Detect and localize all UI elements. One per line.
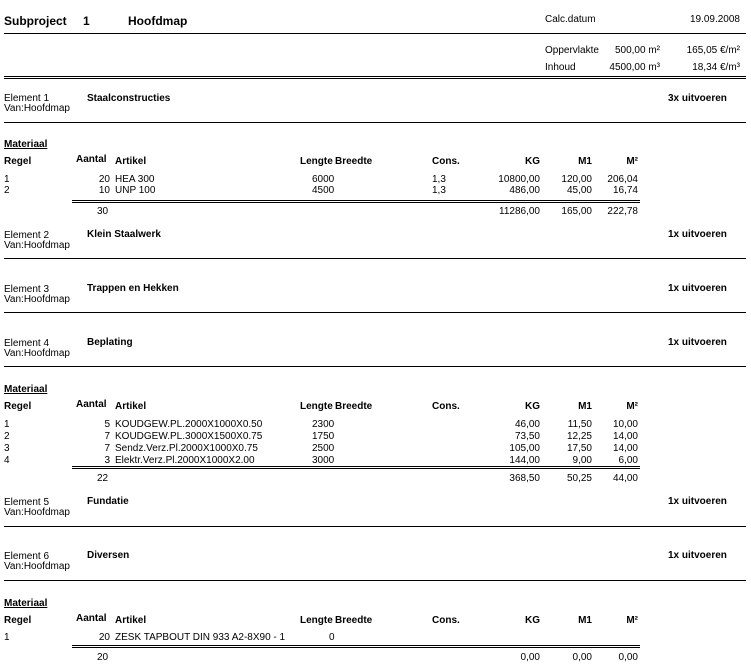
page-title: Hoofdmap	[128, 14, 188, 28]
cell-m1: 11,50	[567, 419, 592, 430]
cell-aantal: 3	[104, 455, 110, 466]
col-m1: M1	[578, 156, 592, 167]
total-aantal: 30	[97, 206, 109, 217]
total-divider	[72, 200, 640, 201]
cell-regel: 1	[4, 174, 10, 185]
materiaal-heading: Materiaal	[4, 139, 48, 150]
cell-lengte: 3000	[312, 455, 335, 466]
cell-lengte: 4500	[312, 185, 335, 196]
calc-date-value: 19.09.2008	[689, 14, 740, 25]
col-artikel: Artikel	[115, 615, 147, 626]
col-kg: KG	[525, 615, 540, 626]
element-execution: 1x uitvoeren	[668, 283, 727, 294]
cell-aantal: 10	[98, 185, 110, 196]
cell-m2: 14,00	[612, 431, 638, 442]
col-aantal: Aantal	[76, 154, 107, 165]
col-breedte: Breedte	[335, 401, 373, 412]
cell-m1: 17,50	[566, 443, 592, 454]
element-label: Element 4	[4, 338, 50, 349]
cell-regel: 4	[4, 455, 10, 466]
element-execution: 1x uitvoeren	[668, 550, 727, 561]
col-m2: M²	[626, 401, 638, 412]
col-m1: M1	[578, 401, 592, 412]
total-aantal: 22	[97, 473, 109, 484]
cell-artikel: UNP 100	[115, 185, 156, 196]
total-divider	[72, 466, 640, 467]
element-name: Fundatie	[87, 496, 129, 507]
element-origin: Van:Hoofdmap	[4, 103, 70, 114]
cell-regel: 2	[4, 431, 10, 442]
cell-m2: 16,74	[612, 185, 638, 196]
element-execution: 1x uitvoeren	[668, 496, 727, 507]
col-breedte: Breedte	[335, 156, 373, 167]
col-kg: KG	[525, 156, 540, 167]
element-divider	[4, 122, 746, 123]
total-divider	[72, 647, 640, 648]
col-breedte: Breedte	[335, 615, 373, 626]
total-aantal: 20	[97, 652, 109, 663]
header-divider	[4, 76, 746, 77]
header-divider	[4, 33, 746, 34]
element-execution: 3x uitvoeren	[668, 93, 727, 104]
cell-m1: 45,00	[566, 185, 592, 196]
col-cons: Cons.	[432, 615, 460, 626]
col-artikel: Artikel	[115, 156, 147, 167]
element-origin: Van:Hoofdmap	[4, 240, 70, 251]
col-regel: Regel	[4, 401, 32, 412]
cell-aantal: 20	[98, 174, 110, 185]
cell-kg: 144,00	[509, 455, 540, 466]
materiaal-heading: Materiaal	[4, 598, 48, 609]
subproject-label: Subproject	[4, 14, 67, 28]
total-m1: 0,00	[572, 652, 592, 663]
col-lengte: Lengte	[300, 401, 333, 412]
element-origin: Van:Hoofdmap	[4, 561, 70, 572]
area-value: 500,00 m²	[614, 45, 660, 56]
col-aantal: Aantal	[76, 399, 107, 410]
element-divider	[4, 580, 746, 581]
element-divider	[4, 366, 746, 367]
cell-artikel: ZESK TAPBOUT DIN 933 A2-8X90 - 1	[115, 632, 286, 643]
total-divider	[72, 468, 640, 469]
element-name: Beplating	[87, 337, 133, 348]
materiaal-heading: Materiaal	[4, 384, 48, 395]
cell-m1: 120,00	[561, 174, 592, 185]
volume-value: 4500,00 m³	[609, 62, 660, 73]
col-lengte: Lengte	[300, 156, 333, 167]
cell-regel: 1	[4, 632, 10, 643]
col-lengte: Lengte	[300, 615, 333, 626]
cell-kg: 105,00	[509, 443, 540, 454]
col-m2: M²	[626, 615, 638, 626]
col-artikel: Artikel	[115, 401, 147, 412]
cell-artikel: KOUDGEW.PL.3000X1500X0.75	[115, 431, 263, 442]
header-divider	[4, 78, 746, 79]
total-kg: 368,50	[509, 473, 540, 484]
cell-m2: 14,00	[612, 443, 638, 454]
cell-m1: 12,25	[566, 431, 592, 442]
cell-aantal: 5	[104, 419, 110, 430]
element-origin: Van:Hoofdmap	[4, 348, 70, 359]
cell-lengte: 0	[329, 632, 335, 643]
total-m1: 50,25	[566, 473, 592, 484]
col-cons: Cons.	[432, 156, 460, 167]
element-divider	[4, 526, 746, 527]
cell-kg: 73,50	[514, 431, 540, 442]
element-execution: 1x uitvoeren	[668, 229, 727, 240]
cell-m2: 6,00	[618, 455, 638, 466]
cell-lengte: 1750	[312, 431, 335, 442]
col-regel: Regel	[4, 156, 32, 167]
cell-lengte: 2500	[312, 443, 335, 454]
cell-cons: 1,3	[432, 174, 446, 185]
element-name: Trappen en Hekken	[87, 283, 179, 294]
element-name: Staalconstructies	[87, 93, 171, 104]
element-label: Element 3	[4, 284, 50, 295]
cell-kg: 10800,00	[498, 174, 540, 185]
total-m2: 0,00	[618, 652, 638, 663]
col-aantal: Aantal	[76, 613, 107, 624]
volume-price: 18,34 €/m³	[692, 62, 740, 73]
cell-kg: 46,00	[514, 419, 540, 430]
col-regel: Regel	[4, 615, 32, 626]
area-label: Oppervlakte	[545, 45, 599, 56]
cell-artikel: Sendz.Verz.Pl.2000X1000X0.75	[115, 443, 258, 454]
calc-date-label: Calc.datum	[545, 14, 596, 25]
cell-aantal: 7	[104, 431, 110, 442]
cell-m2: 206,04	[607, 174, 638, 185]
cell-lengte: 2300	[312, 419, 335, 430]
volume-label: Inhoud	[545, 62, 576, 73]
total-m2: 44,00	[612, 473, 638, 484]
cell-artikel: HEA 300	[115, 174, 155, 185]
cell-aantal: 7	[104, 443, 110, 454]
element-divider	[4, 258, 746, 259]
col-kg: KG	[525, 401, 540, 412]
col-m2: M²	[626, 156, 638, 167]
cell-regel: 3	[4, 443, 10, 454]
total-divider	[72, 202, 640, 203]
total-divider	[72, 645, 640, 646]
cell-artikel: KOUDGEW.PL.2000X1000X0.50	[115, 419, 263, 430]
cell-lengte: 6000	[312, 174, 335, 185]
element-origin: Van:Hoofdmap	[4, 294, 70, 305]
element-origin: Van:Hoofdmap	[4, 507, 70, 518]
element-label: Element 6	[4, 551, 50, 562]
cell-kg: 486,00	[509, 185, 540, 196]
element-name: Diversen	[87, 550, 130, 561]
element-name: Klein Staalwerk	[87, 229, 161, 240]
cell-aantal: 20	[98, 632, 110, 643]
element-label: Element 5	[4, 497, 50, 508]
cell-m2: 10,00	[612, 419, 638, 430]
total-m1: 165,00	[561, 206, 592, 217]
element-execution: 1x uitvoeren	[668, 337, 727, 348]
col-m1: M1	[578, 615, 592, 626]
cell-artikel: Elektr.Verz.Pl.2000X1000X2.00	[115, 455, 255, 466]
cell-regel: 1	[4, 419, 10, 430]
area-price: 165,05 €/m²	[686, 45, 740, 56]
subproject-number: 1	[83, 14, 90, 28]
element-label: Element 1	[4, 93, 50, 104]
element-divider	[4, 312, 746, 313]
element-label: Element 2	[4, 230, 50, 241]
total-kg: 11286,00	[499, 206, 540, 217]
col-cons: Cons.	[432, 401, 460, 412]
total-kg: 0,00	[520, 652, 540, 663]
cell-regel: 2	[4, 185, 10, 196]
cell-cons: 1,3	[432, 185, 446, 196]
cell-m1: 9,00	[572, 455, 592, 466]
total-m2: 222,78	[607, 206, 638, 217]
